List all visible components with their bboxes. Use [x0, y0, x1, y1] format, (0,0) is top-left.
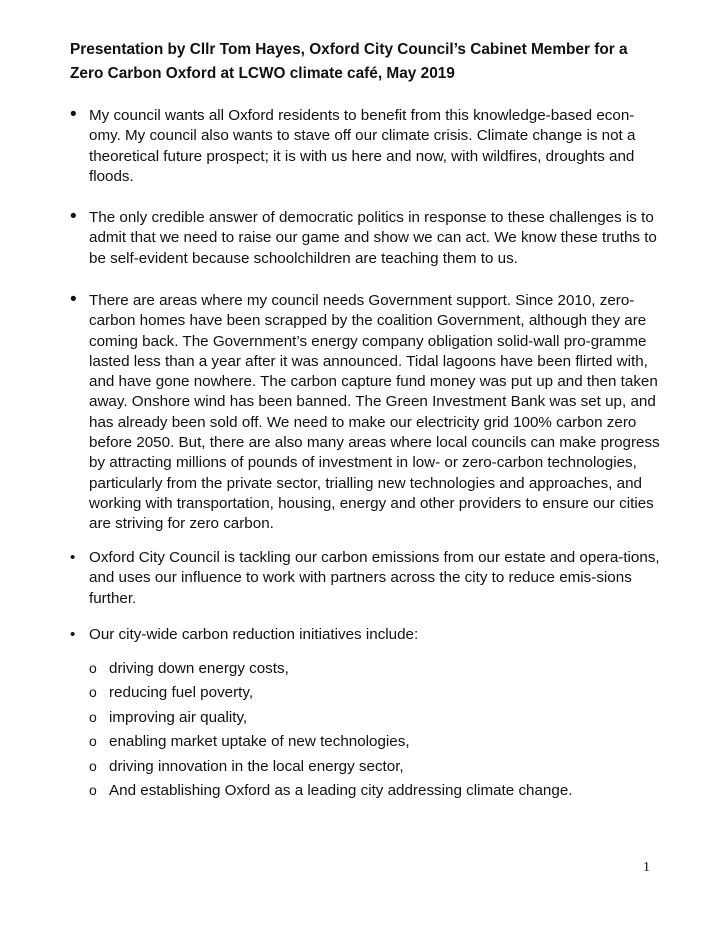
bullet-paragraph [70, 625, 660, 645]
heading-lead: Presentation by [70, 41, 190, 58]
bullet-text: Oxford City Council is tackling our carbon emissions from our estate and opera-tions, and uses our influence to work with partners across the city to reduce emis-sions further. [89, 549, 660, 607]
initiative-text: And establishing Oxford as a leading city addressing climate change. [109, 782, 573, 799]
bullet-mark: • [70, 104, 77, 125]
initiative-item [89, 658, 659, 679]
bullet-text: There are areas where my council needs Government support. Since 2010, zero-carbon homes have been scrapped by the coalition Government, although they are coming back. The Government’s energy company obligation solid-wall pro-gramme lasted less than a year after it was announced. Tidal lagoons have been flirted with, and have gone nowhere. The carbon capture fund money was put up and then taken away. Onshore wind has been banned. The Green Investment Bank was set up, and has already been sold off. We need to make our electricity grid 100% carbon zero before 2050. But, there are also many areas where local councils can make progress by attracting millions of pounds of investment in low- or zero-carbon technologies, particularly from the private sector, trialling new technologies and approaches, and working with transportation, housing, energy and other providers to ensure our cities are striving for zero carbon. [89, 292, 660, 533]
sub-bullet-mark: o [89, 660, 97, 676]
sub-bullet-mark: o [89, 733, 97, 749]
initiative-item [89, 756, 659, 777]
bullet-paragraph [70, 106, 660, 187]
bullet-text: My council wants all Oxford residents to benefit from this knowledge-based econ-omy. My council also wants to stave off our climate crisis. Climate change is not a theoretical future prospect; it is with us here and now, with wildfires, droughts and floods. [89, 107, 636, 185]
bullet-paragraph [70, 291, 660, 535]
bullet-mark: • [70, 626, 76, 643]
page-number: 1 [643, 860, 650, 875]
initiative-item [89, 707, 659, 728]
sub-bullet-mark: o [89, 709, 97, 725]
bullet-mark: • [70, 289, 77, 310]
initiative-text: enabling market uptake of new technologies, [109, 733, 410, 750]
sub-bullet-mark: o [89, 782, 97, 798]
document-heading [70, 38, 660, 86]
sub-bullet-mark: o [89, 758, 97, 774]
initiative-text: reducing fuel poverty, [109, 684, 254, 701]
heading-rest: Cllr Tom Hayes, Oxford City Council’s Cabinet Member for a Zero Carbon Oxford at LCWO climate café, May 2019 [70, 41, 628, 82]
initiative-text: driving innovation in the local energy sector, [109, 758, 404, 775]
bullet-mark: • [70, 206, 77, 227]
initiative-text: driving down energy costs, [109, 660, 289, 677]
bullet-text: Our city-wide carbon reduction initiatives include: [89, 626, 419, 643]
bullet-paragraph [70, 208, 660, 269]
bullet-mark: • [70, 549, 76, 566]
initiative-item [89, 780, 659, 801]
bullet-text: The only credible answer of democratic politics in response to these challenges is to admit that we need to raise our game and show we can act. We know these truths to be self-evident because schoolchildren are teaching them to us. [89, 209, 657, 267]
initiative-item [89, 682, 659, 703]
sub-bullet-mark: o [89, 684, 97, 700]
bullet-paragraph [70, 548, 660, 609]
initiative-text: improving air quality, [109, 709, 248, 726]
initiative-item [89, 731, 659, 752]
